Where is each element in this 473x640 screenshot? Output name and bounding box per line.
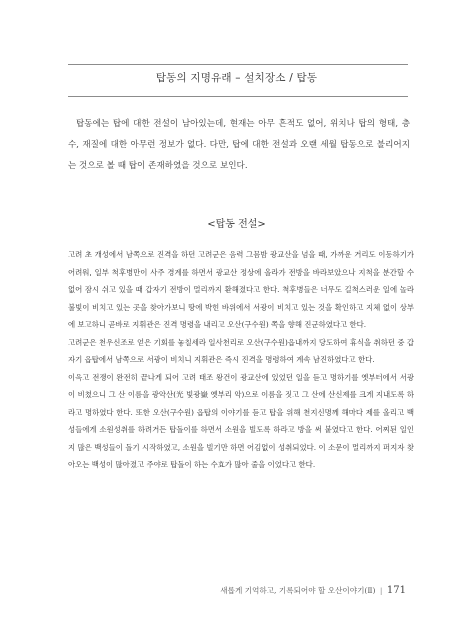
title-underline-rule <box>68 96 408 97</box>
top-rule <box>68 64 408 65</box>
intro-paragraph: 탑동에는 탑에 대한 전설이 남아있는데, 현재는 아무 흔적도 없어, 위치나 탑의 형태, 층수, 재질에 대한 아무런 정보가 없다. 다만, 탑에 대한 전설과 오랜 세월 탑동으로 불리어지는 것으로 볼 때 탑이 존재하였을 것으로 보인다. <box>68 119 410 171</box>
legend-paragraph-3: 이윽고 전쟁이 완전히 끝나게 되어 고려 태조 왕건이 광교산에 있었던 일을 듣고 명하기를 옛부터에서 서광이 비쳤으니 그 산 이름을 광악산(光 빛광嶽 옛부리 악)으로 이름을 짓고 그 산에 산신제를 크게 지내도록 하라고 명하였다 한다. 또한 오산(구수원) 읍탑의 이야기를 듣고 탑을 위해 천지신명께 해마다 제를 올리고 백성들에게 소원성취를 하려거든 탑돌이를 하면서 소원을 빌도록 하라고 방을 써 붙였다고 한다. 어찌된 일인지 많은 백성들이 돌기 시작하였고, 소원을 빌기만 하면 어김없이 성취되었다. 이 소문이 멀리까지 퍼지자 찾아오는 백성이 많아졌고 주야로 탑돌이 하는 수효가 많아 줄을 이었다고 한다. <box>68 372 414 469</box>
running-title-part2: 기록되어야 할 오산이야기(Ⅱ) <box>278 586 376 595</box>
section-title: 탑동의 지명유래 – 설치장소 / 탑동 <box>155 72 318 84</box>
legend-title: <탑동 전설> <box>207 219 266 230</box>
footer-separator: | <box>379 586 383 595</box>
page-number: 171 <box>386 585 406 596</box>
intro-text <box>68 114 410 177</box>
legend-paragraph-1: 고려 초 개성에서 남쪽으로 진격을 하던 고려군은 음력 그믐밤 광교산을 넘을 때, 가까운 거리도 이동하기가 어려워, 일부 척후병만이 사주 경계를 하면서 광교산 정상에 올라가 전방을 바라보았으나 지척을 분간할 수 없어 잠시 쉬고 있을 때 갑자기 전방이 멀리까지 환해졌다고 한다. 척후병들은 너무도 길척스러운 일에 놀라 불빛이 비치고 있는 곳을 찾아가보니 땅에 박힌 바위에서 서광이 비치고 있는 것을 확인하고 지체 없이 상부에 보고하니 곧바로 지휘관은 진격 명령을 내리고 오산(구수원) 쪽을 향해 진군하였다고 한다. <box>68 250 414 329</box>
legend-paragraph-2: 고려군은 천우신조로 얻은 기회를 놓칠세라 일사천리로 오산(구수원)읍내까지 당도하여 휴식을 취하던 중 갑자기 읍탑에서 남쪽으로 서광이 비치니 지휘관은 즉시 진격을 명령하여 계속 남진하였다고 한다. <box>68 337 414 364</box>
legend-body <box>68 246 414 474</box>
page-footer <box>0 585 406 596</box>
running-title-part1: 새롭게 기억하고, <box>220 586 277 595</box>
